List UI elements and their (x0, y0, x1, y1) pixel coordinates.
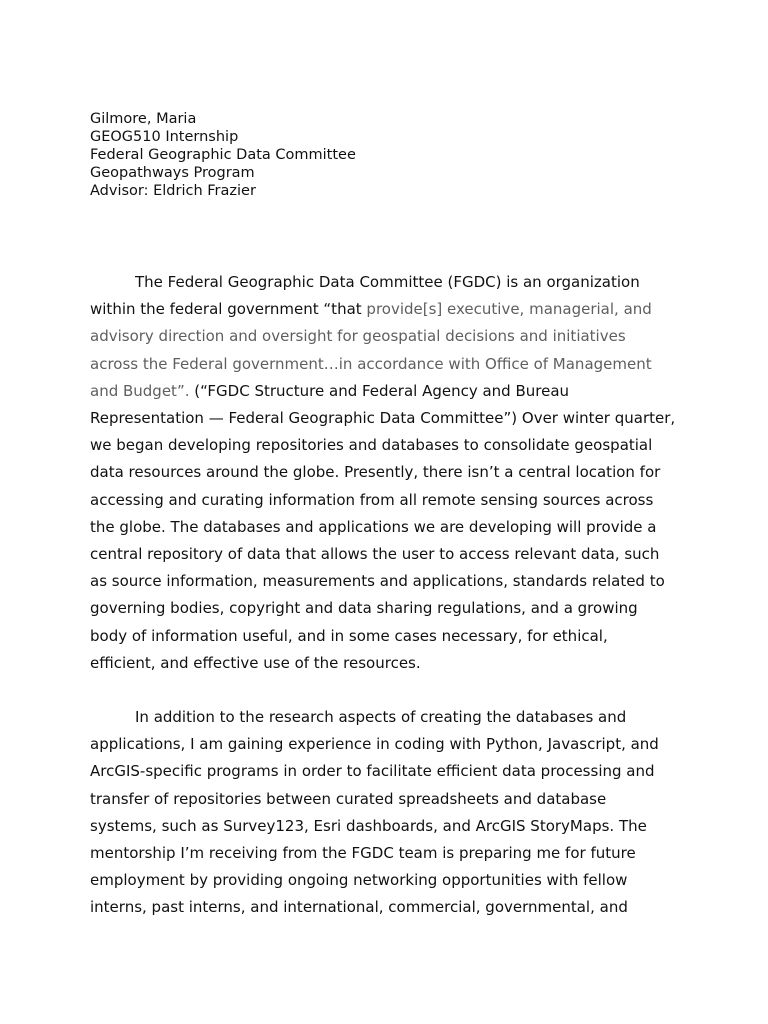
paragraph-2: In addition to the research aspects of creating the databases and applications, I am gaining experience in coding with Python, Javascript, and ArcGIS-specific programs in order to facilitate efficient data processing and transfer of repositories between curated spreadsheets and database systems, such as Survey123, Esri dashboards, and ArcGIS StoryMaps. The mentorship I’m receiving from the FGDC team is preparing me for future employment by providing ongoing networking opportunities with fellow interns, past interns, and international, commercial, governmental, and (90, 708, 659, 917)
program-name: Geopathways Program (90, 165, 255, 181)
paragraph-1-quote: provide[s] executive, managerial, and advisory direction and oversight for geospatial decisions and initiatives across the Federal government…in accordance with Office of Management and Budget”. (90, 300, 652, 400)
course-title: GEOG510 Internship (90, 129, 239, 145)
organization-name: Federal Geographic Data Committee (90, 147, 356, 163)
author-name: Gilmore, Maria (90, 111, 197, 127)
document-body (90, 269, 676, 922)
paragraph-1 (90, 269, 676, 677)
document-header (90, 110, 690, 200)
advisor-line: Advisor: Eldrich Frazier (90, 183, 256, 199)
paragraph-1-intro: The Federal Geographic Data Committee (FGDC) is an organization within the federal government “that (90, 273, 640, 319)
paragraph-1-rest: (“FGDC Structure and Federal Agency and Bureau Representation — Federal Geographic Data Committee”) Over winter quarter, we began developing repositories and databases to consolidate geospatial data resources around the globe. Presently, there isn’t a central location for accessing and curating information from all remote sensing sources across the globe. The databases and applications we are developing will provide a central repository of data that allows the user to access relevant data, such as source information, measurements and applications, standards related to governing bodies, copyright and data sharing regulations, and a growing body of information useful, and in some cases necessary, for ethical, efficient, and effective use of the resources. (90, 381, 676, 672)
